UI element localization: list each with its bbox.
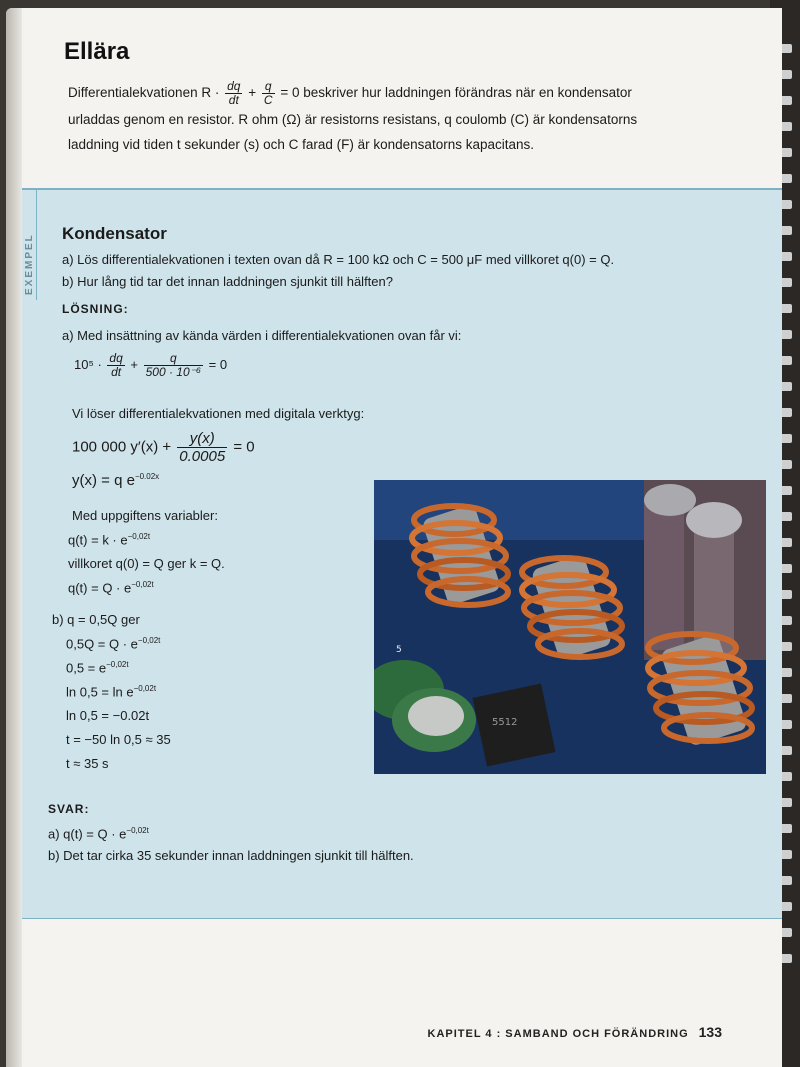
answer-b: b) Det tar cirka 35 sekunder innan laddningen sjunkit till hälften. [48,848,414,863]
chapter-label: KAPITEL 4 : SAMBAND OCH FÖRÄNDRING [427,1028,689,1040]
b-line-4: $\ln 0,5 = \ln e^{-0,02t}$ [66,684,157,700]
b-line-7: t ≈ 35 s [66,756,109,771]
example-label: EXEMPEL [24,233,35,295]
fraction-dq-dt: $\frac{dq}{dt}$ [227,79,241,107]
solution-heading: LÖSNING: [62,302,129,316]
intro-line-3: laddning vid tiden t sekunder (s) och C farad (F) är kondensatorns kapacitans. [68,137,534,152]
intro-line-1: Differentialekvationen R · $\frac{dq}{dt}$ + $\frac{q}{C}$ = 0 beskriver hur laddningen förändras när en kondensator [68,79,632,107]
vars-line-1: $q(t) = k \cdot e^{-0,02t}$ [68,532,151,548]
cas-equation-1: 100 000 y′(x) + $\frac{y(x)}{0.0005}$ = 0 [72,430,255,465]
question-a: a) Lös differentialekvationen i texten ovan då R = 100 kΩ och C = 500 μF med villkoret q(0) = Q. [62,252,615,267]
tool-text: Vi löser differentialekvationen med digitala verktyg: [72,406,365,421]
intro-line-2: urladdas genom en resistor. R ohm (Ω) är resistorns resistans, q coulomb (C) är kondensatorns [68,112,638,127]
b-line-1: b) q = 0,5Q ger [52,612,140,627]
equation-1: 10⁵ · $\frac{dq}{dt}$ + $\frac{q}{\text{500 · 10⁻⁶}}$ = 0 [74,351,228,379]
book-page [6,8,782,1067]
answer-heading: SVAR: [48,802,90,816]
answer-a: a) $q(t) = Q \cdot e^{-0,02t}$ [48,826,149,842]
example-box [22,188,782,919]
page-title: Ellära [64,38,130,65]
vars-line-3: $q(t) = Q \cdot e^{-0,02t}$ [68,580,154,596]
vars-line-2: villkoret q(0) = Q ger k = Q. [68,556,225,571]
page-footer [428,1024,723,1040]
b-line-2: $0,5Q = Q \cdot e^{-0,02t}$ [66,636,161,652]
b-line-3: $0,5 = e^{-0,02t}$ [66,660,129,676]
page-number: 133 [698,1024,722,1040]
question-b: b) Hur lång tid tar det innan laddningen sjunkit till hälften? [62,274,393,289]
circuit-board-illustration [374,480,766,774]
svg-text:5: 5 [396,645,402,655]
fraction-q-c: $\frac{q}{C}$ [263,79,273,107]
vars-heading: Med uppgiftens variabler: [72,508,218,523]
example-divider [36,190,37,300]
intro-paragraph [68,80,658,157]
inductor-photo [374,480,766,774]
solution-a-intro: a) Med insättning av kända värden i differentialekvationen ovan får vi: [62,328,462,343]
page-spine-shadow [6,8,22,1067]
b-line-6: t = −50 ln 0,5 ≈ 35 [66,732,171,747]
cas-equation-2: y(x) = q $e^{-0.02x}$ [72,472,160,489]
svg-text:5512: 5512 [492,717,518,728]
b-line-5: ln 0,5 = −0.02t [66,708,150,723]
example-title: Kondensator [62,224,167,243]
